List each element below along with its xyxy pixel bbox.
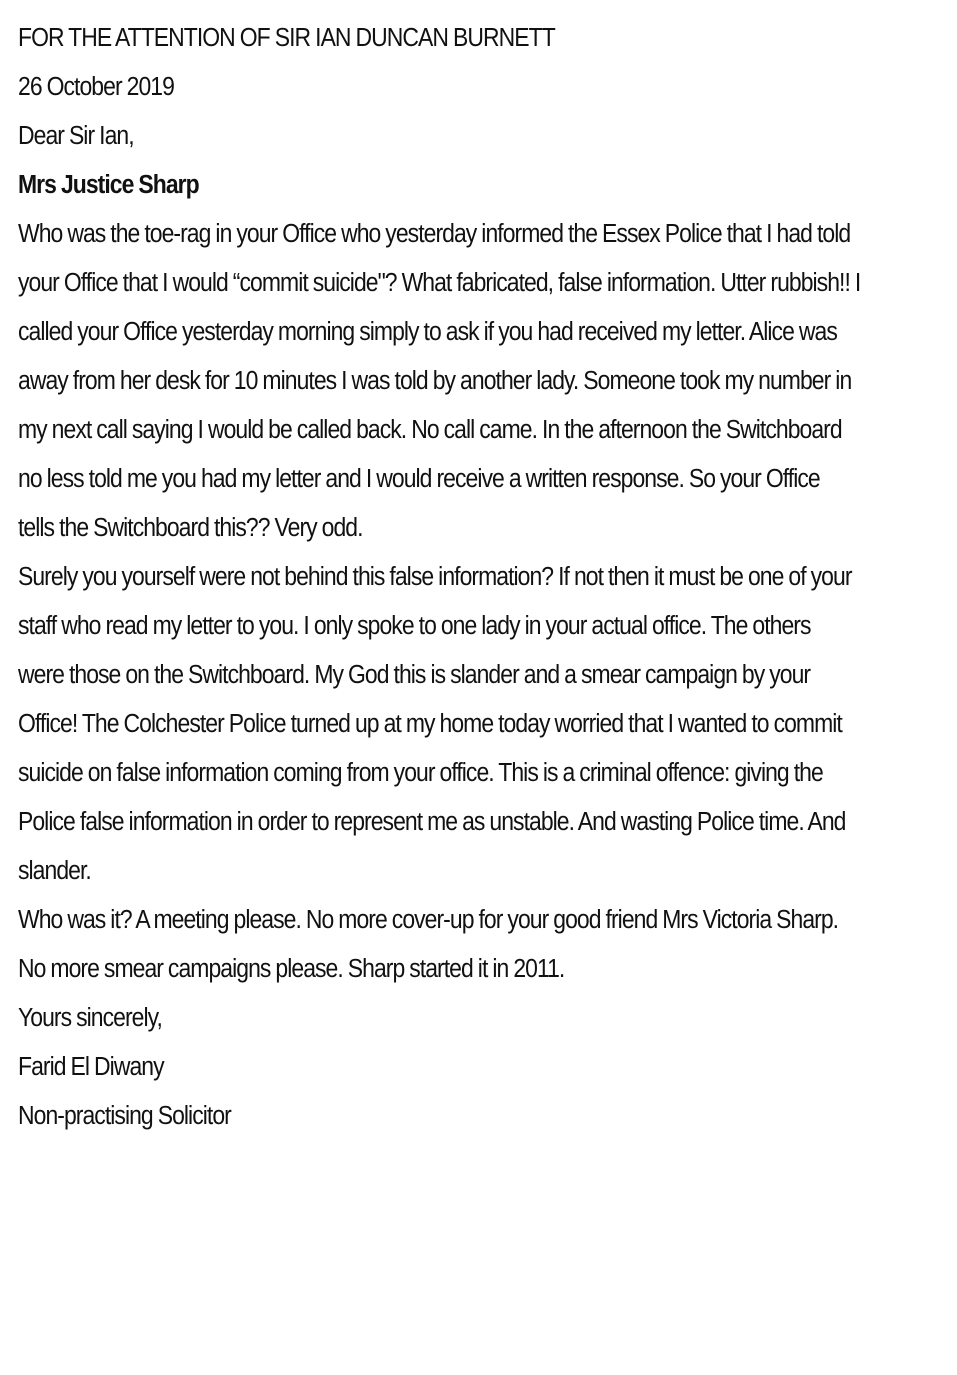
letter-document xyxy=(18,14,860,1141)
body-paragraph-1: Who was the toe-rag in your Office who yesterday informed the Essex Police that I had told your Office that I would “commit suicide"? What fabricated, false information. Utter rubbish!! I called your Office yesterday morning simply to ask if you had received my letter. Alice was away from her desk for 10 minutes I was told by another lady. Someone took my number in my next call saying I would be called back. No call came. In the afternoon the Switchboard no less told me you had my letter and I would receive a written response. So your Office tells the Switchboard this?? Very odd. xyxy=(18,220,861,542)
closing: Yours sincerely, xyxy=(18,1004,162,1032)
attention-line: FOR THE ATTENTION OF SIR IAN DUNCAN BURNETT xyxy=(18,24,555,52)
subject-heading: Mrs Justice Sharp xyxy=(18,171,199,199)
letter-date: 26 October 2019 xyxy=(18,73,174,101)
body-paragraph-3: Who was it? A meeting please. No more cover-up for your good friend Mrs Victoria Sharp. No more smear campaigns please. Sharp started it in 2011. xyxy=(18,906,839,983)
salutation: Dear Sir Ian, xyxy=(18,122,134,150)
signature-name: Farid El Diwany xyxy=(18,1053,164,1081)
signature-title: Non-practising Solicitor xyxy=(18,1102,231,1130)
body-paragraph-2: Surely you yourself were not behind this false information? If not then it must be one of your staff who read my letter to you. I only spoke to one lady in your actual office. The others were those on the Switchboard. My God this is slander and a smear campaign by your Office! The Colchester Police turned up at my home today worried that I wanted to commit suicide on false information coming from your office. This is a criminal offence: giving the Police false information in order to represent me as unstable. And wasting Police time. And slander. xyxy=(18,563,852,885)
